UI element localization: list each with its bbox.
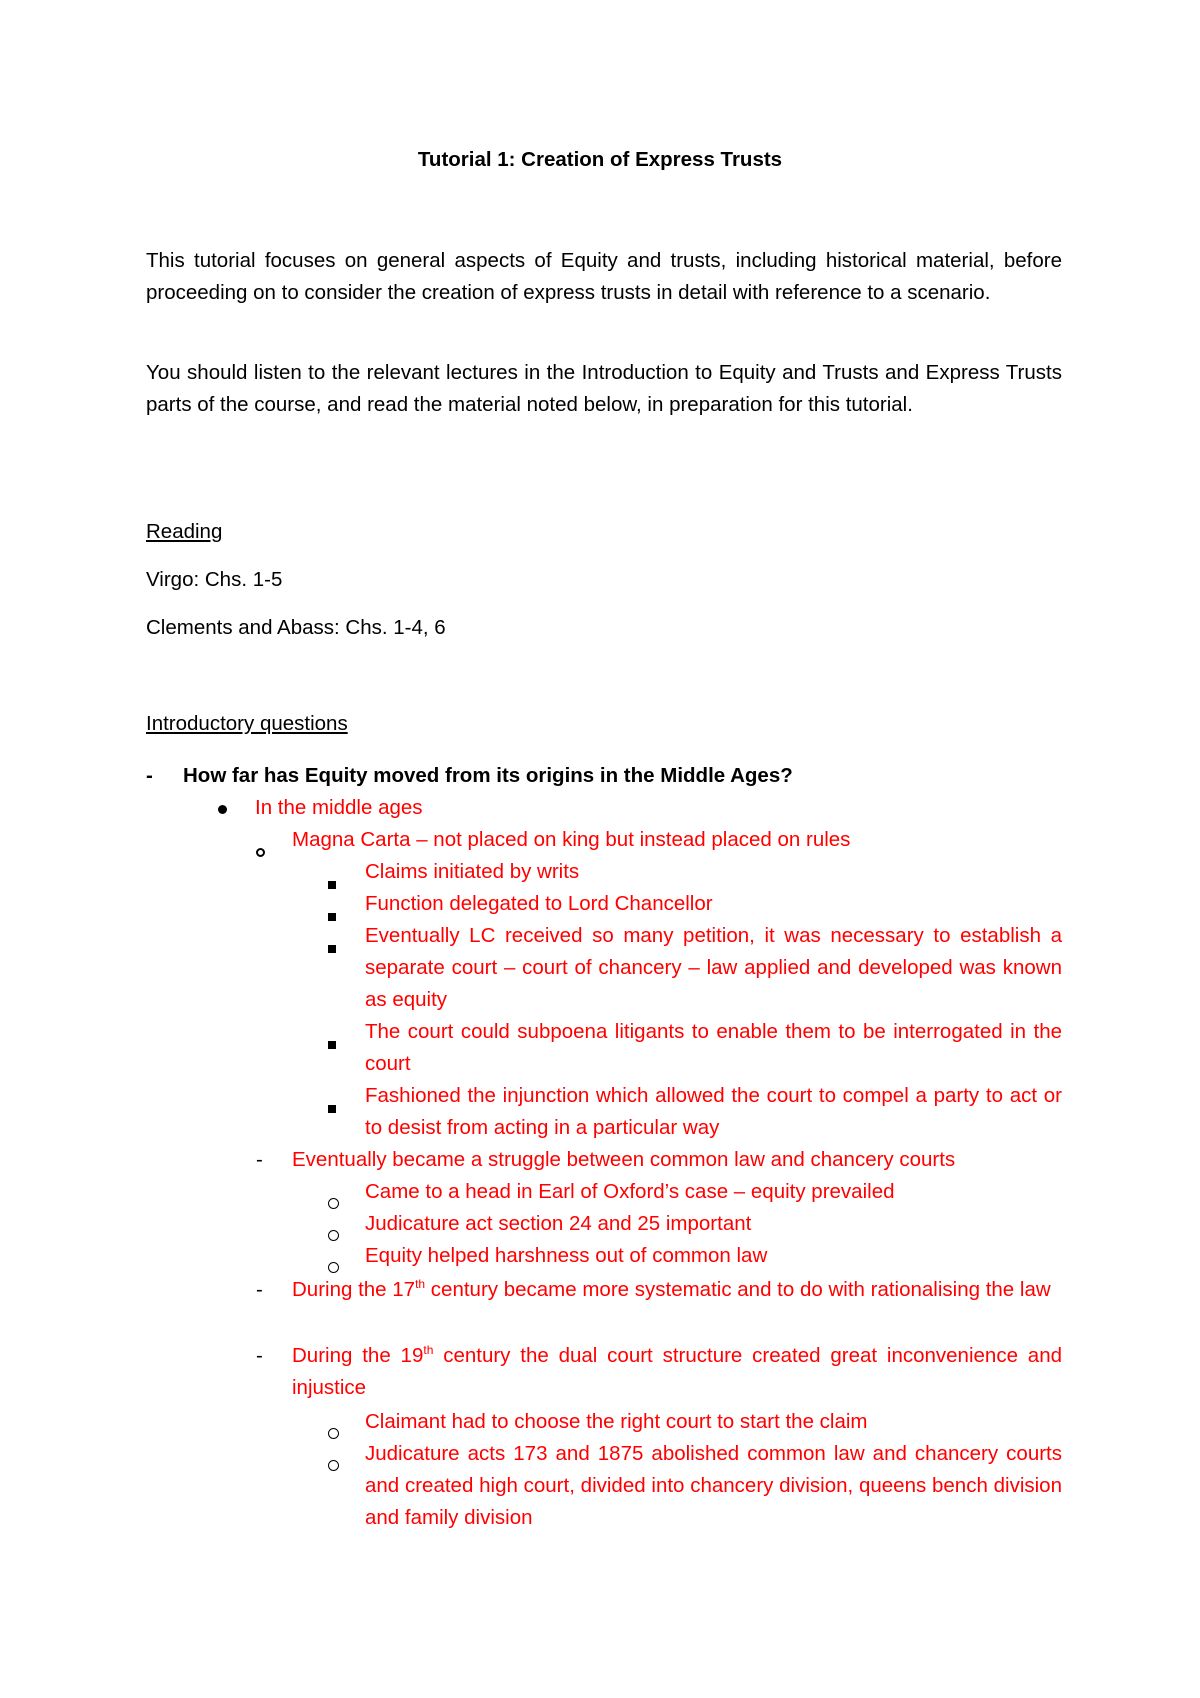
- square-bullet-icon: [328, 867, 336, 899]
- square-bullet-icon: [328, 899, 336, 931]
- circle-bullet-icon: [328, 1187, 339, 1219]
- dash-marker: -: [256, 1278, 263, 1301]
- intro-paragraph-2: You should listen to the relevant lectures in the Introduction to Equity and Trusts and Express Trusts parts of the course, and read the material noted below, in preparation for this tutorial.: [146, 361, 1062, 416]
- dash-marker: -: [256, 1148, 263, 1171]
- note-text: The court could subpoena litigants to enable them to be interrogated in the court: [365, 1020, 1062, 1075]
- reading-item-1: Virgo: Chs. 1-5: [146, 568, 283, 591]
- circle-bullet-icon: [328, 1219, 339, 1251]
- note-text: Judicature acts 173 and 1875 abolished common law and chancery courts and created high court, divided into chancery division, queens bench division and family division: [365, 1442, 1062, 1529]
- note-text: Fashioned the injunction which allowed the court to compel a party to act or to desist from acting in a particular way: [365, 1084, 1062, 1139]
- dash-marker: -: [146, 764, 153, 787]
- question-1-text: How far has Equity moved from its origins in the Middle Ages?: [183, 764, 793, 787]
- reading-item-2: Clements and Abass: Chs. 1-4, 6: [146, 616, 446, 639]
- note-text: Eventually LC received so many petition, it was necessary to establish a separate court – court of chancery – law applied and developed was known as equity: [365, 924, 1062, 1011]
- bullet-icon: [218, 792, 227, 824]
- intro-paragraph-1: This tutorial focuses on general aspects of Equity and trusts, including historical material, before proceeding on to consider the creation of express trusts in detail with reference to a scenario.: [146, 249, 1062, 304]
- note-text: Came to a head in Earl of Oxford’s case – equity prevailed: [365, 1180, 895, 1203]
- note-text: Claimant had to choose the right court to start the claim: [365, 1410, 868, 1433]
- square-bullet-icon: [328, 931, 336, 963]
- square-bullet-icon: [328, 1091, 336, 1123]
- circle-bullet-icon: [328, 1449, 339, 1481]
- circle-bullet-icon: [328, 1417, 339, 1449]
- dash-marker: -: [256, 1344, 263, 1367]
- note-text: Equity helped harshness out of common law: [365, 1244, 768, 1267]
- document-title: Tutorial 1: Creation of Express Trusts: [417, 148, 783, 171]
- note-text: Function delegated to Lord Chancellor: [365, 892, 713, 915]
- note-text: During the 19th century the dual court structure created great inconvenience and injustice: [292, 1343, 1063, 1399]
- note-text: Eventually became a struggle between common law and chancery courts: [292, 1148, 956, 1171]
- note-text: In the middle ages: [255, 796, 423, 819]
- note-text: During the 17th century became more systematic and to do with rationalising the law: [292, 1277, 1051, 1301]
- note-text: Claims initiated by writs: [365, 860, 580, 883]
- circle-bullet-icon: [256, 835, 265, 867]
- note-text: Magna Carta – not placed on king but instead placed on rules: [292, 828, 851, 851]
- questions-heading: Introductory questions: [146, 712, 348, 735]
- reading-heading: Reading: [146, 520, 223, 543]
- note-text: Judicature act section 24 and 25 important: [365, 1212, 752, 1235]
- square-bullet-icon: [328, 1027, 336, 1059]
